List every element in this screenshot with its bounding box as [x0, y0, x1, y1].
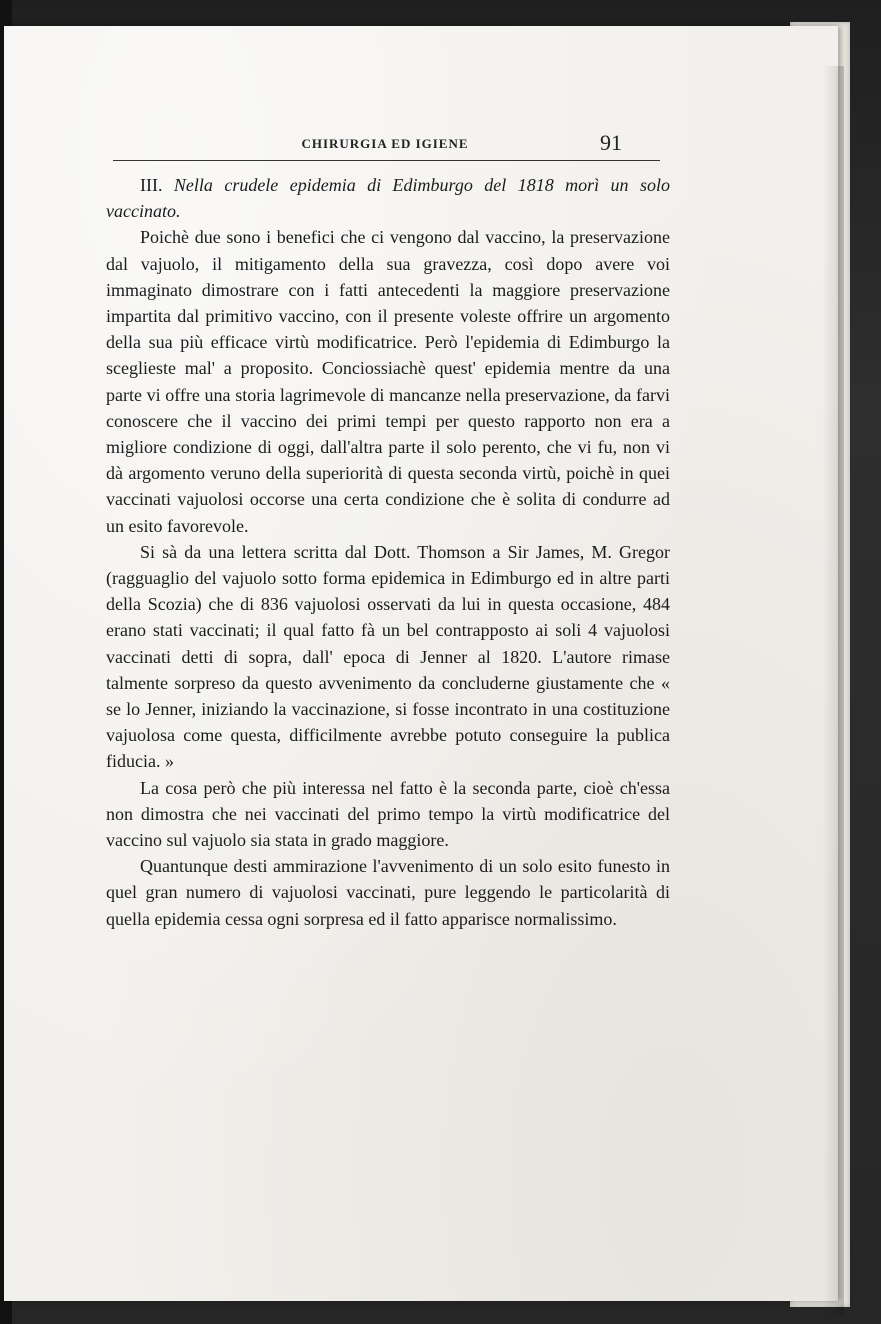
section-heading-text: Nella crudele epidemia di Edimburgo del 1818 morì un solo vaccinato.	[106, 175, 670, 222]
paragraph: La cosa però che più interessa nel fatto è la seconda parte, cioè ch'essa non dimostra che nei vaccinati del primo tempo la virtù modificatrice del vaccino sul vajuolo sia stata in grado maggiore.	[106, 777, 670, 851]
running-head	[110, 132, 660, 158]
page-number: 91	[600, 130, 622, 155]
running-head-title: CHIRURGIA ED IGIENE	[301, 136, 469, 151]
page-edge-shadow	[822, 66, 844, 1316]
header-rule	[113, 160, 660, 161]
section-numeral: III.	[140, 175, 163, 195]
body-text	[106, 172, 670, 932]
paragraph: Poichè due sono i benefici che ci vengono dal vaccino, la preservazione dal vajuolo, il mitigamento della sua gravezza, così dopo avere voi immaginato dimostrare con i fatti antecedenti la maggiore preservazione impartita dal primitivo vaccino, con il presente voleste offrire un argomento della sua più efficace virtù modificatrice. Però l'epidemia di Edimburgo la sceglieste mal' a proposito. Conciossiachè quest' epidemia mentre da una parte vi offre una storia lagrimevole di mancanze nella preservazione, da farvi conoscere che il vaccino dei primi tempi per questo rapporto non era a migliore condizione di oggi, dall'altra parte il solo perento, che vi fu, non vi dà argomento veruno della superiorità di questa seconda virtù, poichè in quei vaccinati vajuolosi occorse una certa condizione che è solita di condurre ad un esito favorevole.	[106, 227, 670, 536]
paragraph: Si sà da una lettera scritta dal Dott. Thomson a Sir James, M. Gregor (ragguaglio del vajuolo sotto forma epidemica in Edimburgo ed in altre parti della Scozia) che di 836 vajuolosi osservati da lui in questa occasione, 484 erano stati vaccinati; il qual fatto fà un bel contrapposto ai soli 4 vajuolosi vaccinati detti di sopra, dall' epoca di Jenner al 1820. L'autore rimase talmente sorpreso da questo avvenimento da concluderne giustamente che « se lo Jenner, iniziando la vaccinazione, si fosse incontrato in una costituzione vajuolosa come questa, difficilmente avrebbe potuto conseguire la publica fiducia. »	[106, 541, 670, 772]
paragraph: Quantunque desti ammirazione l'avvenimento di un solo esito funesto in quel gran numero di vajuolosi vaccinati, pure leggendo le particolarità di quella epidemia cessa ogni sorpresa ed il fatto apparisce normalissimo.	[106, 856, 670, 929]
section-heading	[106, 172, 670, 224]
